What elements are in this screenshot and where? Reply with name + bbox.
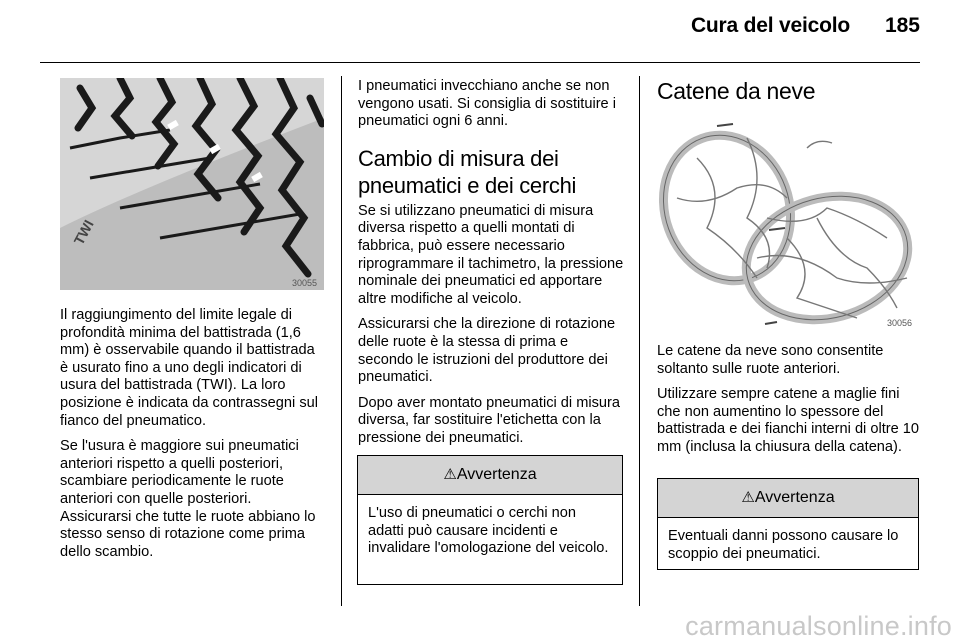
warning-title: Avvertenza — [754, 489, 835, 506]
watermark: carmanualsonline.info — [685, 611, 952, 641]
warning-triangle-icon: ⚠ — [443, 466, 457, 483]
warning-title: Avvertenza — [456, 466, 537, 483]
column-2-text — [358, 78, 624, 456]
paragraph-tread-limit: Il raggiungimento del limite legale di profondità minima del battistrada (1,6 mm) è osservabile quando il battistrada è usurato fino a uno degli indicatori di usura del battistrada (TWI). La loro posizione è indicata da contrassegni sul fianco del pneumatico. — [60, 307, 318, 429]
paragraph-different-size: Se si utilizzano pneumatici di misura diversa rispetto a quelli montati di fabbrica, può essere necessario riprogrammare il tachimetro, la pressione nominale dei pneumatici ed apportare altre modifiche al veicolo. — [358, 202, 624, 307]
warning-text: Eventuali danni possono causare lo scoppio dei pneumatici. — [668, 528, 899, 562]
tread-figure — [60, 78, 324, 290]
warning-box-snow-chains — [657, 478, 919, 570]
heading-snow-chains: Catene da neve — [657, 78, 816, 104]
paragraph-pressure-label: Dopo aver montato pneumatici di misura diversa, far sostituire l'etichetta con la pressione dei pneumatici. — [358, 394, 621, 446]
column-divider-2 — [639, 76, 640, 606]
column-divider-1 — [341, 76, 342, 606]
paragraph-front-wheels-only: Le catene da neve sono consentite soltanto sulle ruote anteriori. — [657, 343, 884, 377]
warning-triangle-icon: ⚠ — [741, 489, 755, 506]
snow-chains-illustration — [657, 118, 921, 332]
header-divider — [40, 62, 920, 63]
figure-number-30055: 30055 — [292, 278, 318, 288]
heading-tire-size-change: Cambio di misura dei pneumatici e dei cerchi — [358, 145, 577, 198]
twi-marking: TWI — [70, 217, 97, 248]
paragraph-tire-aging: I pneumatici invecchiano anche se non vengono usati. Si consiglia di sostituire i pneumatici ogni 6 anni. — [358, 78, 616, 130]
column-3-text — [657, 343, 923, 465]
column-3-heading-block — [657, 78, 921, 105]
page-number: 185 — [884, 14, 920, 37]
snow-chains-figure — [657, 118, 921, 332]
paragraph-rotation-direction: Assicurarsi che la direzione di rotazione delle ruote è la stessa di prima e secondo le istruzioni del produttore dei pneumatici. — [358, 316, 616, 386]
paragraph-fine-link-chains: Utilizzare sempre catene a maglie fini che non aumentino lo spessore del battistrada e dei fianchi interni di oltre 10 mm (inclusa la chiusura della catena). — [657, 386, 920, 455]
tire-tread-illustration — [60, 78, 324, 290]
paragraph-rotation: Se l'usura è maggiore sui pneumatici anteriori rispetto a quelli posteriori, scambiare periodicamente le ruote anteriori con quelle posteriori. Assicurarsi che tutte le ruote abbiano lo stesso senso di rotazione come prima dello scambio. — [60, 438, 316, 560]
figure-number-30056: 30056 — [887, 318, 913, 328]
warning-text: L'uso di pneumatici o cerchi non adatti può causare incidenti e invalidare l'omologazione del veicolo. — [368, 505, 609, 557]
column-1-text — [60, 307, 326, 569]
warning-box-tire-size — [357, 455, 623, 585]
page-section-title: Cura del veicolo — [690, 14, 850, 37]
warning-header — [658, 479, 918, 518]
warning-header — [358, 456, 622, 495]
